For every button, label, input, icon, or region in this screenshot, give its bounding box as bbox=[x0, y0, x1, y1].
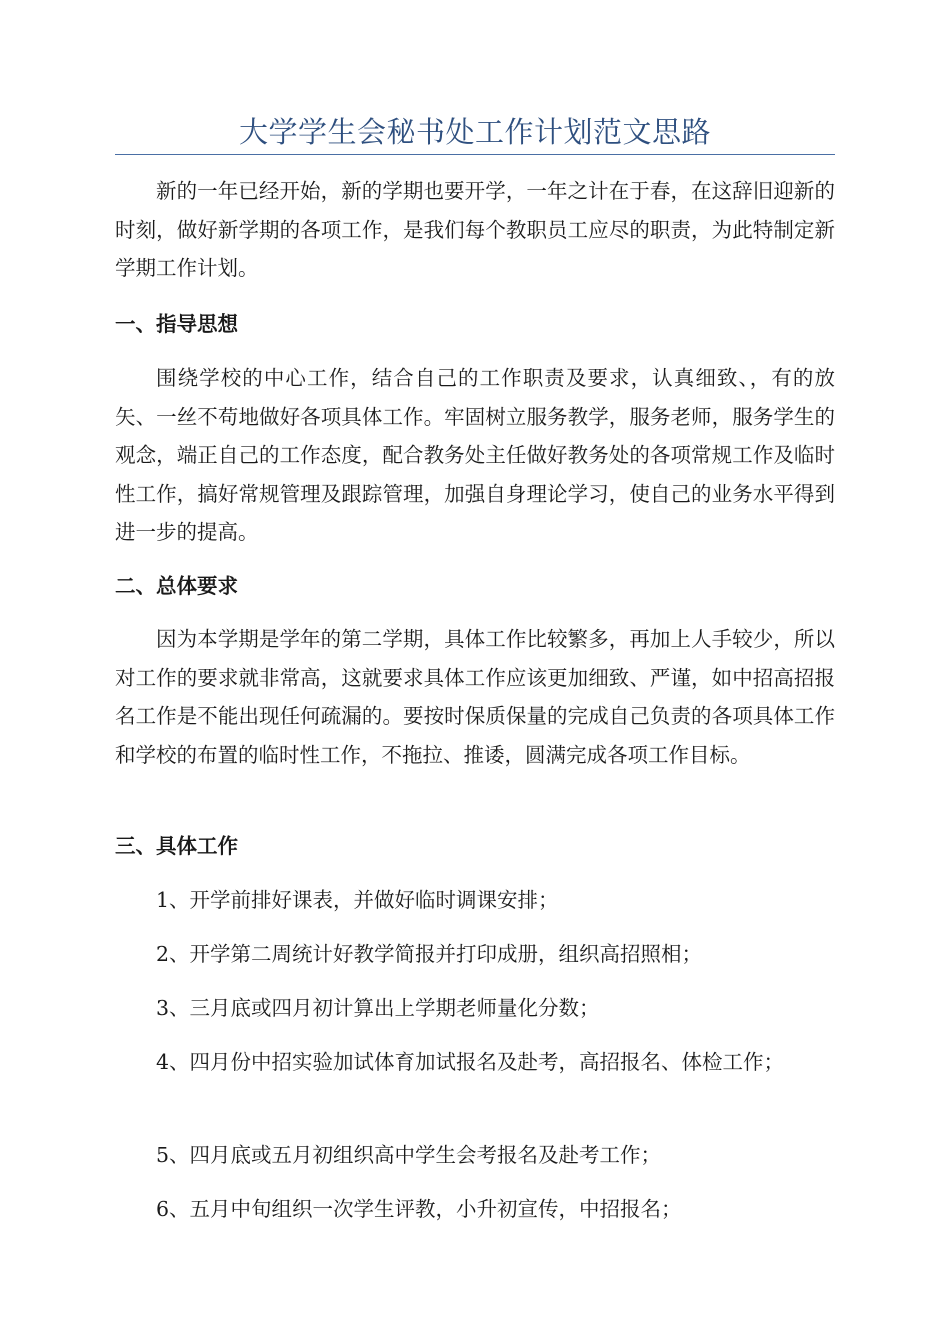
section-heading: 三、具体工作 bbox=[115, 834, 238, 858]
list-item-block bbox=[115, 881, 835, 920]
list-item-block bbox=[115, 935, 835, 974]
section-paragraph: 因为本学期是学年的第二学期，具体工作比较繁多，再加上人手较少，所以对工作的要求就非常高，这就要求具体工作应该更加细致、严谨，如中招高招报名工作是不能出现任何疏漏的。要按时保质保量的完成自己负责的各项具体工作和学校的布置的临时性工作，不拖拉、推诿，圆满完成各项工作目标。 bbox=[115, 627, 835, 767]
document-title: 大学学生会秘书处工作计划范文思路 bbox=[238, 115, 711, 149]
list-item-block bbox=[115, 1136, 835, 1175]
section-heading-1-block bbox=[115, 305, 835, 343]
section-paragraph: 围绕学校的中心工作，结合自己的工作职责及要求，认真细致、，有的放矢、一丝不苟地做好各项具体工作。牢固树立服务教学，服务老师，服务学生的观念，端正自己的工作态度，配合教务处主任做好教务处的各项常规工作及临时性工作，搞好常规管理及跟踪管理，加强自身理论学习，使自己的业务水平得到进一步的提高。 bbox=[115, 366, 835, 544]
intro-paragraph: 新的一年已经开始，新的学期也要开学，一年之计在于春，在这辞旧迎新的时刻，做好新学期的各项工作，是我们每个教职员工应尽的职责，为此特制定新学期工作计划。 bbox=[115, 179, 835, 280]
list-item-block bbox=[115, 989, 835, 1028]
section-1-body-block bbox=[115, 359, 835, 552]
section-heading: 二、总体要求 bbox=[115, 574, 238, 598]
list-item: 3、三月底或四月初计算出上学期老师量化分数； bbox=[156, 996, 600, 1020]
list-item: 4、四月份中招实验加试体育加试报名及赴考，高招报名、体检工作； bbox=[156, 1050, 785, 1074]
intro-block bbox=[115, 172, 835, 288]
title-underline bbox=[115, 154, 835, 155]
section-heading-2-block bbox=[115, 567, 835, 605]
list-item: 6、五月中旬组织一次学生评教，小升初宣传，中招报名； bbox=[156, 1197, 682, 1221]
section-heading-3-block bbox=[115, 827, 835, 865]
list-item: 2、开学第二周统计好教学简报并打印成册，组织高招照相； bbox=[156, 942, 703, 966]
section-2-body-block bbox=[115, 620, 835, 774]
section-heading: 一、指导思想 bbox=[115, 312, 238, 336]
list-item-block bbox=[115, 1043, 835, 1082]
list-item: 5、四月底或五月初组织高中学生会考报名及赴考工作； bbox=[156, 1143, 662, 1167]
list-item-block bbox=[115, 1190, 835, 1229]
list-item: 1、开学前排好课表，并做好临时调课安排； bbox=[156, 888, 559, 912]
